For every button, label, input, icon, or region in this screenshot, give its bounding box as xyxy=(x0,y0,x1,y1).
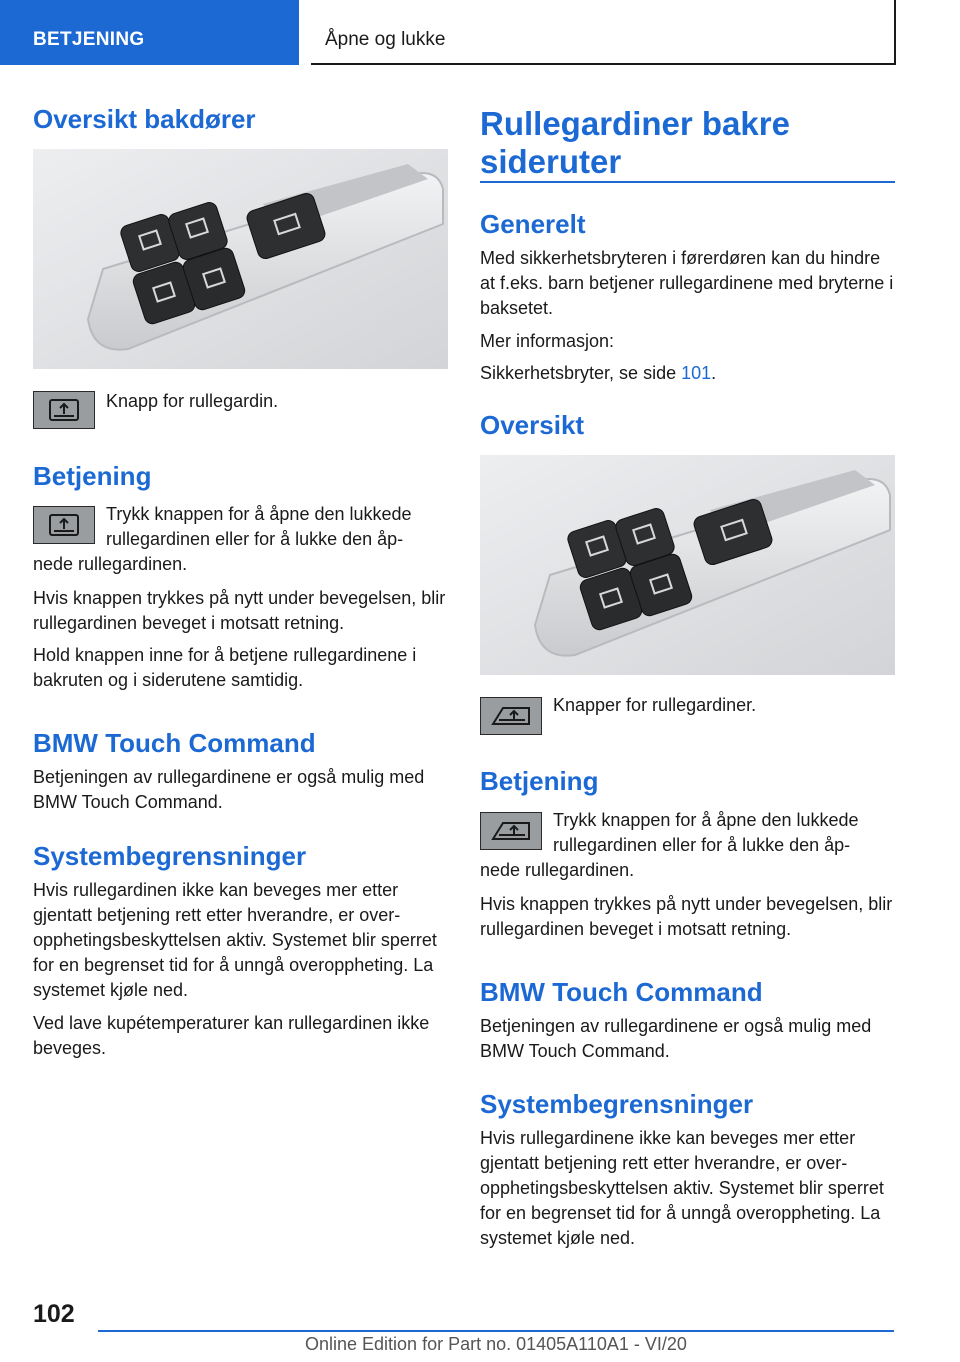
right-title-rule xyxy=(480,181,895,183)
left-operation-heading: Betjening xyxy=(33,461,152,491)
rear-door-switch-photo xyxy=(33,149,448,369)
left-touch-text: Betjeningen av rullegardinene er også mulig med BMW Touch Command. xyxy=(33,767,425,812)
header-section-tab xyxy=(0,0,299,65)
right-general-heading: Generelt xyxy=(480,209,586,239)
page-number: 102 xyxy=(33,1300,75,1328)
right-operation-instruction-a: Trykk knappen for å åpne den lukkede xyxy=(553,810,859,830)
left-touch-heading: BMW Touch Command xyxy=(33,728,316,758)
side-window-blind-symbol-icon xyxy=(480,697,542,735)
reference-text: Sikkerhetsbryter, se side xyxy=(480,363,682,383)
right-touch-text: Betjeningen av rullegardinene er også mulig med BMW Touch Command. xyxy=(480,1016,872,1061)
left-title: Oversikt bakdører xyxy=(33,104,256,134)
left-operation-para1: Hvis knappen trykkes på nytt under bevegelsen, blir rullegardinen beveget i motsatt retning. xyxy=(33,588,446,633)
footer-rule xyxy=(98,1330,894,1332)
right-operation-instruction-c: nede rullegardinen. xyxy=(480,860,635,880)
side-window-blind-symbol-icon xyxy=(480,812,542,850)
right-general-text: Med sikkerhetsbryteren i førerdøren kan du hindre at f.eks. barn betjener rullegardinene med bryterne i baksetet. xyxy=(480,248,894,318)
right-overview-heading: Oversikt xyxy=(480,410,585,440)
header-chapter-box xyxy=(311,0,896,65)
right-title: Rullegardiner bakre sideruter xyxy=(480,105,790,180)
left-limits-para2: Ved lave kupétemperaturer kan rullegardinen ikke beveges. xyxy=(33,1013,430,1058)
side-window-blind-caption: Knapper for rullegardiner. xyxy=(553,695,757,715)
right-general-reference xyxy=(480,361,895,386)
right-touch-heading: BMW Touch Command xyxy=(480,977,763,1007)
blind-button-caption: Knapp for rullegardin. xyxy=(106,391,279,411)
right-operation-instruction-b: rullegardinen eller for å lukke den åp- xyxy=(553,835,851,855)
footer-edition: Online Edition for Part no. 01405A110A1 - VI/20 xyxy=(305,1334,687,1354)
right-limits-heading: Systembegrensninger xyxy=(480,1089,754,1119)
right-limits-para1: Hvis rullegardinene ikke kan beveges mer etter gjentatt betjening rett etter hverandre, er overopphetingsbeskyttelsen aktiv. Systemet blir sperret for en begrenset tid for å unngå overoppheting. La systemet kjøle ned. xyxy=(480,1128,884,1248)
right-general-more: Mer informasjon: xyxy=(480,331,615,351)
right-operation-heading: Betjening xyxy=(480,766,599,796)
left-operation-instruction-a: Trykk knappen for å åpne den lukkede xyxy=(106,504,412,524)
blind-button-symbol-icon xyxy=(33,506,95,544)
rear-side-window-switch-photo xyxy=(480,455,895,675)
blind-button-symbol-icon xyxy=(33,391,95,429)
right-operation-para1: Hvis knappen trykkes på nytt under bevegelsen, blir rullegardinen beveget i motsatt retning. xyxy=(480,894,893,939)
header-chapter-label: Åpne og lukke xyxy=(325,29,446,50)
page-reference-link[interactable]: 101 xyxy=(681,363,712,383)
left-operation-instruction-b: rullegardinen eller for å lukke den åp- xyxy=(106,529,404,549)
reference-end: . xyxy=(711,363,717,383)
left-operation-para2: Hold knappen inne for å betjene rullegardinene i bakruten og i siderutene samtidig. xyxy=(33,645,417,690)
header-section-label: BETJENING xyxy=(33,29,145,50)
left-limits-para1: Hvis rullegardinen ikke kan beveges mer etter gjentatt betjening rett etter hverandre, er overopphetingsbeskyttelsen aktiv. Systemet blir sperret for en begrenset tid for å unngå overoppheting. La systemet kjøle ned. xyxy=(33,880,437,1000)
left-operation-instruction-c: nede rullegardinen. xyxy=(33,554,188,574)
left-limits-heading: Systembegrensninger xyxy=(33,841,307,871)
